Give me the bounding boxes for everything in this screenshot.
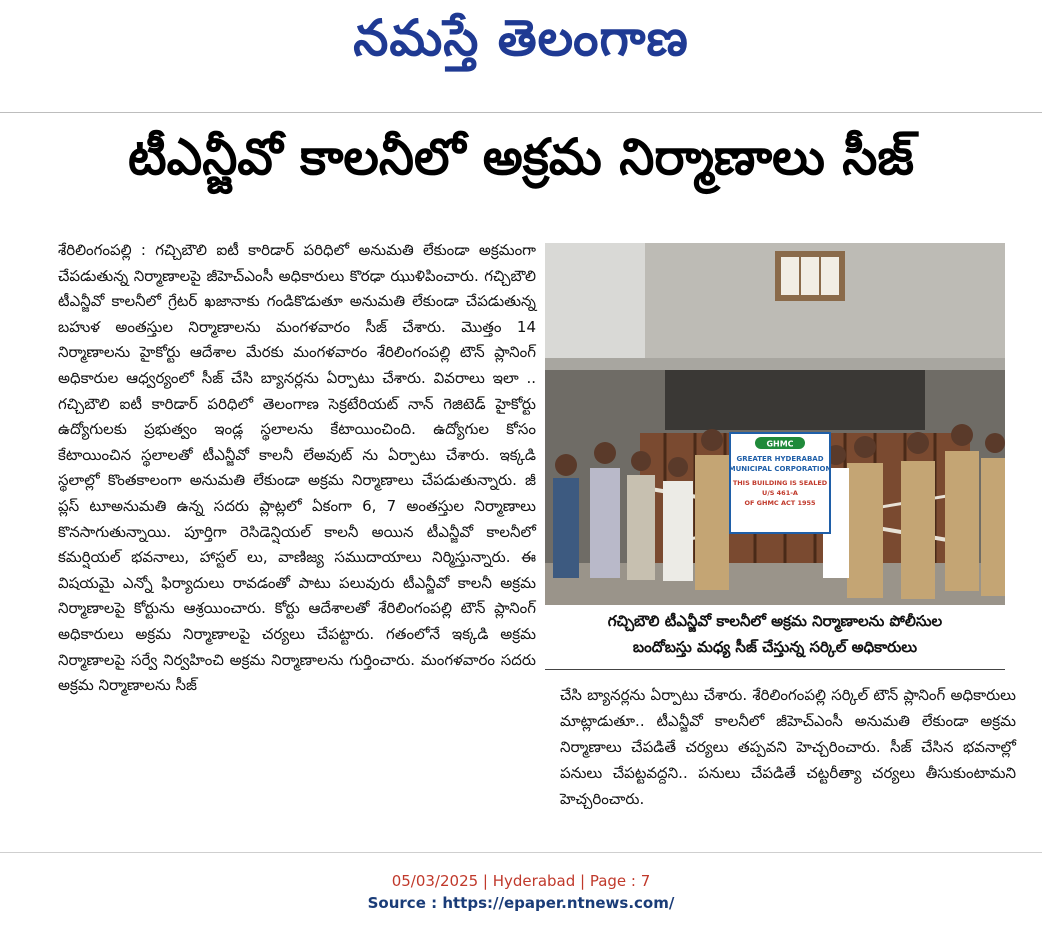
banner-line-1: GREATER HYDERABAD <box>736 455 824 463</box>
page-footer <box>0 870 1042 914</box>
banner-line-4: U/S 461-A <box>762 489 798 497</box>
footer-source-link[interactable]: Source : https://epaper.ntnews.com/ <box>367 894 675 912</box>
footer-divider <box>0 852 1042 853</box>
article-headline: టీఎన్జీవో కాలనీలో అక్రమ నిర్మాణాలు సీజ్ <box>128 128 914 186</box>
photo-caption-line-1: గచ్చిబౌలి టీఎన్జీవో కాలనీలో అక్రమ నిర్మాణాలను పోలీసుల <box>607 612 943 630</box>
article-body-right-column <box>560 682 1016 812</box>
article-body-left-text: శేరిలింగంపల్లి : గచ్చిబౌలి ఐటీ కారిడార్ పరిధిలో అనుమతి లేకుండా అక్రమంగా చేపడుతున్న నిర్మాణాలపై జీహెచ్ఎంసీ అధికారులు కొరఢా ఝుళిపించారు. గచ్చిబౌలి టీఎన్జీవో కాలనీలో గ్రేటర్ ఖజానాకు గండికొడుతూ అనుమతి లేకుండా చేపడుతున్న బహుళ అంతస్తుల నిర్మాణాలను మంగళవారం సీజ్ చేశారు. మొత్తం 14 నిర్మాణాలను హైకోర్టు ఆదేశాల మేరకు మంగళవారం శేరిలింగంపల్లి టౌన్ ప్లానింగ్ అధికారుల ఆధ్వర్యంలో సీజ్ చేసి బ్యానర్లను ఏర్పాటు చేశారు. వివరాలు ఇలా .. గచ్చిబౌలి ఐటీ కారిడార్ పరిధిలో తెలంగాణ సెక్రటేరియట్ నాన్ గెజిటెడ్ హైకోర్టు ఉద్యోగులకు ప్రభుత్వం ఇండ్ల స్థలాలను కేటాయించింది. ఉద్యోగుల కోసం కేటాయించిన స్థలాలతో టీఎన్జీవో కాలనీ లేఅవుట్ ను ఏర్పాటు చేశారు. ఇక్కడి స్థలాల్లో కొంతకాలంగా అనుమతి లేకుండా అక్రమ నిర్మాణాలు చేపడుతున్నారు. జీ ప్లస్ టూఅనుమతి ఉన్న సదరు ప్లాట్లలో ఏకంగా 6, 7 అంతస్తుల నిర్మాణాలు కొనసాగుతున్నాయి. పూర్తిగా రెసిడెన్షియల్ కాలనీ అయిన టీఎన్జీవో కాలనీలో కమర్షియల్ భవనాలు, హాస్టల్ లు, వాణిజ్య సముదాయాలు నిర్మిస్తున్నారు. ఈ విషయమై ఎన్నో ఫిర్యాదులు రావడంతో పాటు పలువురు టీఎన్జీవో కాలనీ అక్రమ నిర్మాణాలపై కోర్టును ఆశ్రయించారు. కోర్టు ఆదేశాలతో శేరిలింగంపల్లి టౌన్ ప్లానింగ్ అధికారులు అక్రమ నిర్మాణాలపై చర్యలు చేపట్టారు. గతంలోనే ఇక్కడి అక్రమ నిర్మాణాలపై సర్వే నిర్వహించి అక్రమ నిర్మాణాలను గుర్తించారు. మంగళవారం సదరు అక్రమ నిర్మాణాలను సీజ్ <box>58 241 536 695</box>
banner-logo: GHMC <box>766 439 794 449</box>
banner-line-2: MUNICIPAL CORPORATION <box>728 465 832 473</box>
article-photo-illustration <box>545 243 1005 605</box>
article-body-right-text: చేసి బ్యానర్లను ఏర్పాటు చేశారు. శేరిలింగంపల్లి సర్కిల్ టౌన్ ప్లానింగ్ అధికారులు మాట్లాడుతూ.. టీఎన్జీవో కాలనీలో జీహెచ్ఎంసీ అనుమతి లేకుండా అక్రమ నిర్మాణాలు చేపడితే చర్యలు తప్పవని హెచ్చరించారు. సీజ్ చేసిన భవనాల్లో పనులు చేపట్టవద్దని.. పనులు చేపడితే చట్టరీత్యా చర్యలు తీసుకుంటామని హెచ్చరించారు. <box>560 686 1016 808</box>
newspaper-logo-title: నమస్తే తెలంగాణ <box>353 8 689 67</box>
photo-caption-line-2: బందోబస్తు మధ్య సీజ్ చేస్తున్న సర్కిల్ అధికారులు <box>632 638 918 656</box>
article-photo <box>545 243 1005 605</box>
footer-date-edition-page: 05/03/2025 | Hyderabad | Page : 7 <box>391 872 651 890</box>
banner-line-5: OF GHMC ACT 1955 <box>744 499 816 507</box>
banner-line-3: THIS BUILDING IS SEALED <box>732 479 828 487</box>
article-body-left-column <box>58 238 536 699</box>
caption-divider <box>545 669 1005 670</box>
masthead-divider <box>0 112 1042 113</box>
photo-caption <box>545 608 1005 660</box>
masthead <box>0 0 1042 108</box>
